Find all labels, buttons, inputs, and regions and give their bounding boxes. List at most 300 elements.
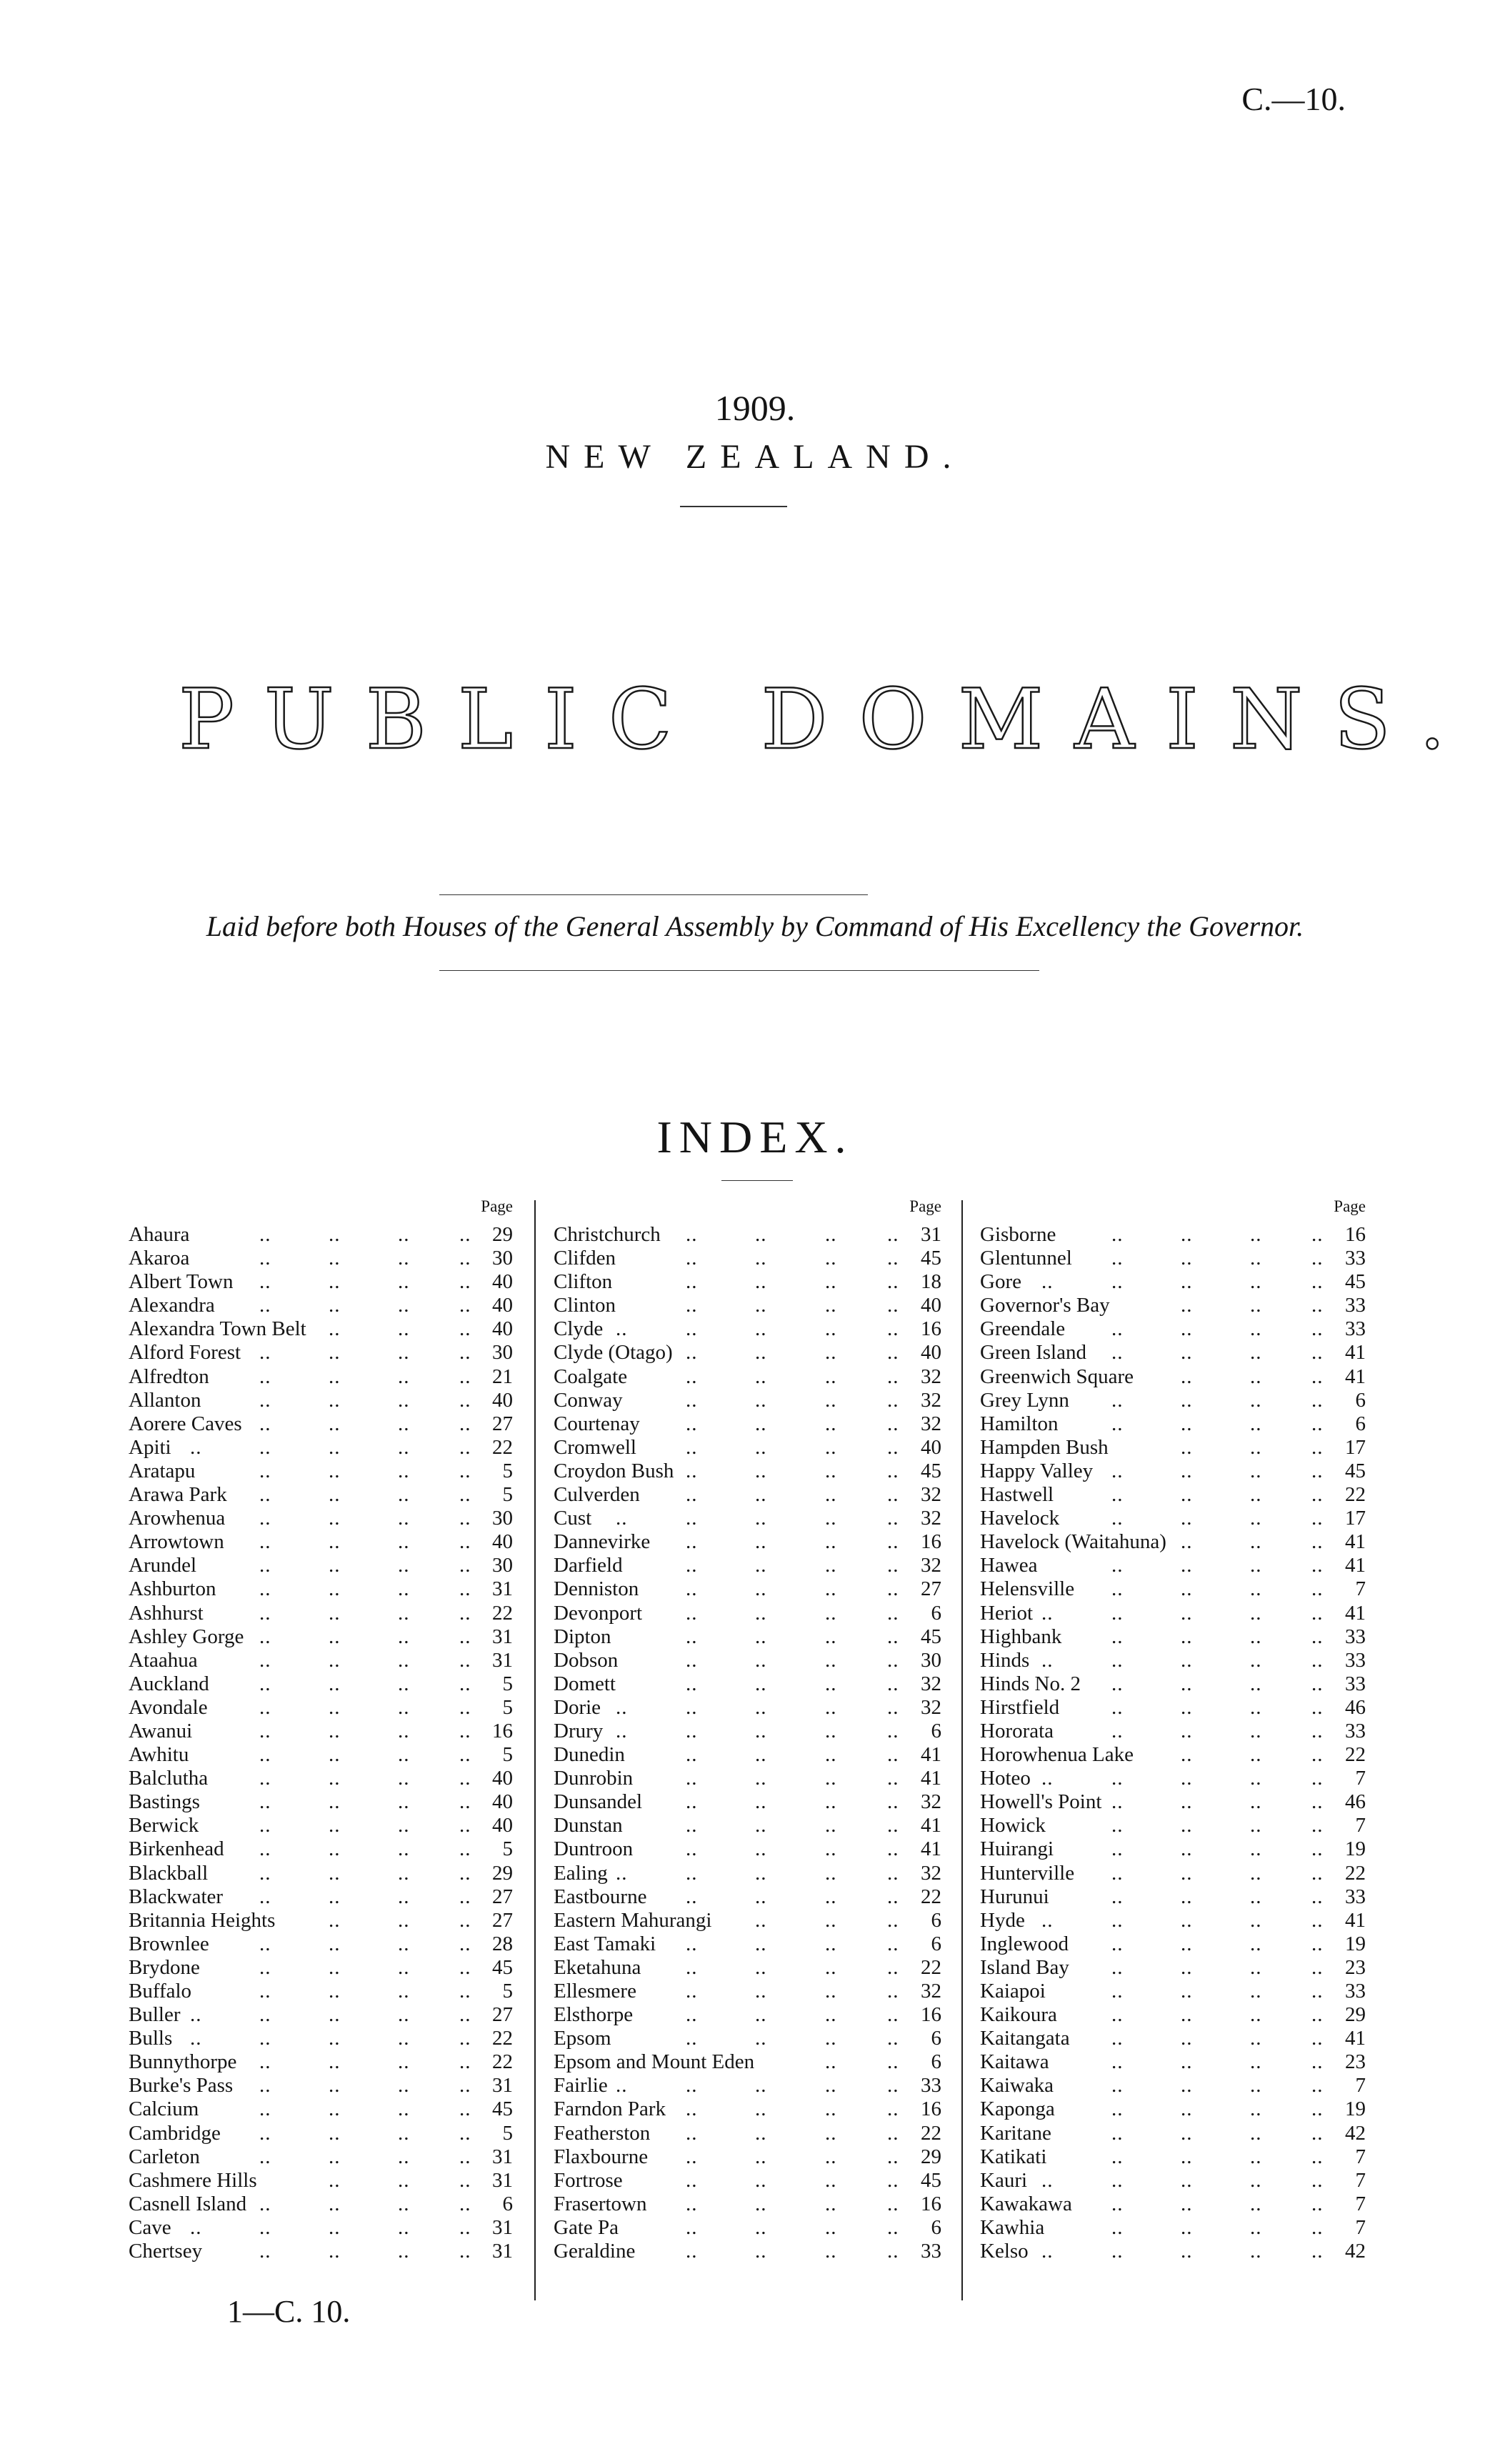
entry-name: Bastings	[129, 1790, 200, 1814]
entry-page: 27	[492, 2003, 513, 2027]
entry-name: Farndon Park	[554, 2098, 666, 2121]
index-entry: Kaiapoi .. .. .. .. 33	[980, 1980, 1366, 2002]
index-entry: Alexandra .. .. .. .. 40	[129, 1294, 513, 1317]
index-entry: Kawhia .. .. .. .. 7	[980, 2215, 1366, 2239]
entry-page: 42	[1345, 2121, 1366, 2145]
entry-name: Albert Town	[129, 1270, 234, 1294]
index-entry: Ahaura .. .. .. .. 29	[129, 1223, 513, 1246]
entry-name: Gore	[980, 1270, 1021, 1294]
index-entry: Gisborne .. .. .. .. 16	[980, 1223, 1366, 1246]
index-entry: Island Bay .. .. .. .. 23	[980, 1955, 1366, 1979]
entry-page: 45	[921, 1247, 941, 1270]
index-entry: Eastbourne .. .. .. .. 22	[554, 1885, 941, 1908]
index-entry: Darfield .. .. .. .. 32	[554, 1554, 941, 1577]
entry-page: 40	[492, 1814, 513, 1837]
index-entry: Buffalo .. .. .. .. 5	[129, 1980, 513, 2002]
index-entry: Kawakawa .. .. .. .. 7	[980, 2192, 1366, 2215]
entry-name: Eastern Mahurangi	[554, 1908, 712, 1932]
entry-name: Coalgate	[554, 1365, 628, 1388]
entry-page: 33	[1345, 1885, 1366, 1908]
index-entry: Albert Town .. .. .. .. 40	[129, 1270, 513, 1294]
entry-page: 41	[1345, 1530, 1366, 1554]
entry-page: 29	[1345, 2003, 1366, 2027]
entry-name: Elsthorpe	[554, 2003, 634, 2027]
entry-name: Havelock	[980, 1507, 1060, 1530]
entry-page: 6	[502, 2192, 513, 2215]
index-entry: Kelso .. .. .. .. .. 42	[980, 2240, 1366, 2263]
entry-page: 33	[1345, 1980, 1366, 2002]
entry-page: 22	[1345, 1483, 1366, 1507]
entry-page: 40	[492, 1388, 513, 1412]
entry-page: 6	[1355, 1412, 1366, 1435]
entry-name: Croydon Bush	[554, 1459, 674, 1482]
entry-name: East Tamaki	[554, 1932, 656, 1955]
index-entry: Dunsandel .. .. .. .. 32	[554, 1790, 941, 1814]
laid-before-text: Laid before both Houses of the General Assembly by Command of His Excellency the Governor.	[206, 910, 1304, 942]
entry-name: Blackwater	[129, 1885, 224, 1908]
entry-page: 31	[492, 1577, 513, 1601]
index-entry: Brownlee .. .. .. .. 28	[129, 1932, 513, 1955]
entry-name: Dipton	[554, 1625, 611, 1648]
index-entry: Hyde .. .. .. .. .. 41	[980, 1908, 1366, 1932]
index-entry: Domett .. .. .. .. 32	[554, 1672, 941, 1695]
entry-name: Arundel	[129, 1554, 197, 1577]
entry-name: Cashmere Hills	[129, 2168, 257, 2192]
index-entry: Casnell Island .. .. .. .. 6	[129, 2192, 513, 2215]
entry-page: 22	[1345, 1743, 1366, 1767]
entry-page: 31	[492, 2240, 513, 2263]
index-entry: East Tamaki .. .. .. .. 6	[554, 1932, 941, 1955]
entry-name: Britannia Heights	[129, 1908, 276, 1932]
index-entry: Gate Pa .. .. .. .. 6	[554, 2215, 941, 2239]
entry-page: 7	[1355, 1577, 1366, 1601]
entry-page: 40	[492, 1530, 513, 1554]
index-entry: Cromwell .. .. .. .. 40	[554, 1435, 941, 1459]
index-entry: Hirstfield .. .. .. .. 46	[980, 1695, 1366, 1719]
index-entry: Christchurch .. .. .. .. 31	[554, 1223, 941, 1246]
index-entry: Dobson .. .. .. .. 30	[554, 1648, 941, 1672]
entry-name: Island Bay	[980, 1955, 1069, 1979]
entry-name: Hawea	[980, 1554, 1038, 1577]
entry-page: 17	[1345, 1435, 1366, 1459]
entry-page: 6	[931, 1908, 941, 1932]
entry-page: 30	[492, 1554, 513, 1577]
entry-page: 45	[921, 1459, 941, 1482]
index-entry: Flaxbourne .. .. .. .. 29	[554, 2145, 941, 2168]
entry-name: Featherston	[554, 2121, 651, 2145]
index-entry: Hinds No. 2 .. .. .. .. 33	[980, 1672, 1366, 1695]
entry-name: Ashhurst	[129, 1601, 204, 1625]
index-entry: Conway .. .. .. .. 32	[554, 1388, 941, 1412]
index-entry: Drury .. .. .. .. .. 6	[554, 1719, 941, 1742]
index-column-2	[554, 1197, 941, 2263]
index-entry: Hororata .. .. .. .. 33	[980, 1719, 1366, 1742]
index-entry: Aratapu .. .. .. .. 5	[129, 1459, 513, 1482]
entry-page: 16	[921, 1317, 941, 1341]
entry-name: Conway	[554, 1388, 623, 1412]
entry-page: 40	[921, 1341, 941, 1365]
entry-name: Hyde	[980, 1908, 1025, 1932]
entry-page: 32	[921, 1412, 941, 1435]
index-entry: Greendale .. .. .. .. 33	[980, 1317, 1366, 1341]
index-entry: Dorie .. .. .. .. .. 32	[554, 1695, 941, 1719]
entry-name: Hastwell	[980, 1483, 1054, 1507]
entry-name: Hinds No. 2	[980, 1672, 1081, 1695]
entry-page: 27	[492, 1885, 513, 1908]
entry-name: Courtenay	[554, 1412, 640, 1435]
index-entry: Awhitu .. .. .. .. 5	[129, 1743, 513, 1767]
entry-page: 16	[921, 2003, 941, 2027]
entry-page: 40	[921, 1294, 941, 1317]
entry-page: 32	[921, 1861, 941, 1885]
index-entry: Kaitangata .. .. .. .. 41	[980, 2027, 1366, 2050]
entry-page: 41	[1345, 2027, 1366, 2050]
index-entry: Coalgate .. .. .. .. 32	[554, 1365, 941, 1388]
entry-name: Cave	[129, 2215, 171, 2239]
entry-page: 45	[1345, 1459, 1366, 1482]
entry-name: Dorie	[554, 1695, 601, 1719]
entry-page: 41	[1345, 1554, 1366, 1577]
entry-name: Epsom and Mount Eden	[554, 2050, 755, 2074]
entry-name: Alexandra Town Belt	[129, 1317, 306, 1341]
index-entry: Brydone .. .. .. .. 45	[129, 1955, 513, 1979]
index-entry: Balclutha .. .. .. .. 40	[129, 1767, 513, 1790]
entry-name: Hoteo	[980, 1767, 1031, 1790]
entry-name: Aorere Caves	[129, 1412, 242, 1435]
entry-page: 27	[492, 1908, 513, 1932]
entry-name: Hamilton	[980, 1412, 1059, 1435]
entry-name: Hampden Bush	[980, 1435, 1109, 1459]
entry-page: 6	[931, 1601, 941, 1625]
entry-page: 5	[502, 1980, 513, 2002]
document-country: NEW ZEALAND.	[545, 438, 965, 476]
entry-name: Hunterville	[980, 1861, 1075, 1885]
entry-page: 30	[492, 1341, 513, 1365]
entry-name: Cust	[554, 1507, 592, 1530]
entry-page: 32	[921, 1980, 941, 2002]
entry-name: Berwick	[129, 1814, 199, 1837]
entry-name: Kaiwaka	[980, 2074, 1054, 2098]
index-entry: Katikati .. .. .. .. 7	[980, 2145, 1366, 2168]
entry-name: Blackball	[129, 1861, 209, 1885]
entry-name: Birkenhead	[129, 1837, 224, 1861]
index-entry: Hastwell .. .. .. .. 22	[980, 1483, 1366, 1507]
entry-page: 5	[502, 1672, 513, 1695]
entry-page: 41	[1345, 1601, 1366, 1625]
entry-name: Chertsey	[129, 2240, 203, 2263]
entry-page: 32	[921, 1483, 941, 1507]
index-entry: Fairlie .. .. .. .. .. 33	[554, 2074, 941, 2098]
entry-page: 45	[1345, 1270, 1366, 1294]
index-entry: Fortrose .. .. .. .. 45	[554, 2168, 941, 2192]
page-column-label: Page	[909, 1197, 941, 1215]
entry-page: 16	[921, 2192, 941, 2215]
entry-page: 5	[502, 1695, 513, 1719]
entry-page: 33	[1345, 1672, 1366, 1695]
index-entry: Hamilton .. .. .. .. 6	[980, 1412, 1366, 1435]
index-entry: Greenwich Square .. .. .. 41	[980, 1365, 1366, 1388]
entry-name: Dunrobin	[554, 1767, 634, 1790]
entry-name: Kaiapoi	[980, 1980, 1046, 2002]
entry-page: 29	[492, 1861, 513, 1885]
entry-page: 46	[1345, 1695, 1366, 1719]
entry-page: 41	[921, 1837, 941, 1861]
entry-page: 6	[931, 2050, 941, 2074]
entry-name: Brydone	[129, 1955, 200, 1979]
entry-name: Arrowtown	[129, 1530, 224, 1554]
entry-page: 7	[1355, 2192, 1366, 2215]
entry-page: 41	[1345, 1908, 1366, 1932]
entry-name: Howick	[980, 1814, 1046, 1837]
entry-name: Clifden	[554, 1247, 616, 1270]
index-entry: Ellesmere .. .. .. .. 32	[554, 1980, 941, 2002]
entry-page: 22	[921, 1955, 941, 1979]
column-divider-1	[534, 1200, 536, 2300]
index-entry: Avondale .. .. .. .. 5	[129, 1695, 513, 1719]
entry-page: 22	[921, 1885, 941, 1908]
entry-name: Avondale	[129, 1695, 208, 1719]
entry-name: Aratapu	[129, 1459, 196, 1482]
entry-page: 21	[492, 1365, 513, 1388]
index-entry: Havelock .. .. .. .. 17	[980, 1507, 1366, 1530]
rule-above-laid	[439, 894, 868, 895]
index-entry: Croydon Bush .. .. .. .. 45	[554, 1459, 941, 1482]
entry-page: 46	[1345, 1790, 1366, 1814]
page-title: PUBLIC DOMAINS.	[179, 672, 1477, 768]
entry-page: 33	[1345, 1294, 1366, 1317]
entry-name: Awanui	[129, 1719, 193, 1742]
index-entry: Kaponga .. .. .. .. 19	[980, 2098, 1366, 2121]
entry-name: Glentunnel	[980, 1247, 1072, 1270]
index-entry: Clinton .. .. .. .. 40	[554, 1294, 941, 1317]
entry-name: Kauri	[980, 2168, 1028, 2192]
index-entry: Dipton .. .. .. .. 45	[554, 1625, 941, 1648]
entry-page: 22	[492, 1601, 513, 1625]
entry-page: 27	[492, 1412, 513, 1435]
index-heading: INDEX.	[656, 1112, 854, 1162]
index-entry: Green Island .. .. .. .. 41	[980, 1341, 1366, 1365]
entry-page: 30	[492, 1507, 513, 1530]
entry-name: Domett	[554, 1672, 616, 1695]
entry-name: Howell's Point	[980, 1790, 1102, 1814]
index-entry: Hoteo .. .. .. .. .. 7	[980, 1767, 1366, 1790]
entry-page: 22	[492, 2027, 513, 2050]
entry-name: Dunstan	[554, 1814, 623, 1837]
rule-under-index	[721, 1180, 793, 1181]
index-entry: Dunedin .. .. .. .. 41	[554, 1743, 941, 1767]
index-entry: Farndon Park .. .. .. .. 16	[554, 2098, 941, 2121]
index-entry: Happy Valley .. .. .. .. 45	[980, 1459, 1366, 1482]
entry-name: Duntroon	[554, 1837, 634, 1861]
entry-page: 16	[1345, 1223, 1366, 1246]
entry-page: 41	[1345, 1365, 1366, 1388]
index-entry: Cust .. .. .. .. .. 32	[554, 1507, 941, 1530]
rule-below-laid	[439, 970, 1039, 971]
entry-name: Akaroa	[129, 1247, 190, 1270]
entry-page: 7	[1355, 2168, 1366, 2192]
entry-page: 5	[502, 1743, 513, 1767]
entry-page: 22	[921, 2121, 941, 2145]
entry-name: Gisborne	[980, 1223, 1056, 1246]
entry-page: 33	[1345, 1247, 1366, 1270]
entry-page: 5	[502, 1459, 513, 1482]
entry-page: 6	[931, 2215, 941, 2239]
index-entry: Governor's Bay .. .. .. 33	[980, 1294, 1366, 1317]
index-entry: Ashburton .. .. .. .. 31	[129, 1577, 513, 1601]
entry-name: Christchurch	[554, 1223, 661, 1246]
entry-name: Cambridge	[129, 2121, 221, 2145]
entry-name: Ellesmere	[554, 1980, 636, 2002]
entry-page: 18	[921, 1270, 941, 1294]
entry-page: 22	[492, 2050, 513, 2074]
index-entry: Huirangi .. .. .. .. 19	[980, 1837, 1366, 1861]
entry-name: Culverden	[554, 1483, 640, 1507]
index-entry: Frasertown .. .. .. .. 16	[554, 2192, 941, 2215]
index-entry: Hampden Bush .. .. .. 17	[980, 1435, 1366, 1459]
index-entry: Bastings .. .. .. .. 40	[129, 1790, 513, 1814]
index-entry: Howell's Point .. .. .. .. 46	[980, 1790, 1366, 1814]
index-entry: Geraldine .. .. .. .. 33	[554, 2240, 941, 2263]
entry-page: 40	[492, 1317, 513, 1341]
index-entry: Arrowtown .. .. .. .. 40	[129, 1530, 513, 1554]
entry-name: Alford Forest	[129, 1341, 241, 1365]
index-entry: Courtenay .. .. .. .. 32	[554, 1412, 941, 1435]
index-entry: Burke's Pass .. .. .. .. 31	[129, 2074, 513, 2098]
entry-name: Denniston	[554, 1577, 639, 1601]
entry-page: 16	[921, 2098, 941, 2121]
index-entry: Cave .. .. .. .. .. 31	[129, 2215, 513, 2239]
entry-name: Dannevirke	[554, 1530, 651, 1554]
entry-page: 40	[492, 1767, 513, 1790]
entry-name: Kawakawa	[980, 2192, 1072, 2215]
index-entry: Arowhenua .. .. .. .. 30	[129, 1507, 513, 1530]
index-entry: Calcium .. .. .. .. 45	[129, 2098, 513, 2121]
entry-page: 16	[921, 1530, 941, 1554]
entry-page: 31	[492, 2168, 513, 2192]
entry-name: Buffalo	[129, 1980, 192, 2002]
entry-name: Burke's Pass	[129, 2074, 234, 2098]
entry-name: Eastbourne	[554, 1885, 647, 1908]
index-entry: Apiti .. .. .. .. .. 22	[129, 1435, 513, 1459]
entry-name: Kelso	[980, 2240, 1029, 2263]
index-entry: Carleton .. .. .. .. 31	[129, 2145, 513, 2168]
entry-name: Dobson	[554, 1648, 619, 1672]
entry-name: Frasertown	[554, 2192, 647, 2215]
column-divider-2	[961, 1200, 963, 2300]
page-signature: 1—C. 10.	[227, 2294, 351, 2329]
index-entry: Duntroon .. .. .. .. 41	[554, 1837, 941, 1861]
entry-page: 41	[1345, 1341, 1366, 1365]
index-entry: Karitane .. .. .. .. 42	[980, 2121, 1366, 2145]
entry-page: 7	[1355, 1814, 1366, 1837]
index-entry: Akaroa .. .. .. .. 30	[129, 1247, 513, 1270]
entry-name: Hurunui	[980, 1885, 1049, 1908]
entry-page: 22	[1345, 1861, 1366, 1885]
entry-name: Devonport	[554, 1601, 643, 1625]
rule-under-country	[680, 506, 787, 507]
index-entry: Kaikoura .. .. .. .. 29	[980, 2003, 1366, 2027]
index-entry: Buller .. .. .. .. .. 27	[129, 2003, 513, 2027]
entry-page: 40	[492, 1790, 513, 1814]
entry-name: Kaitangata	[980, 2027, 1070, 2050]
index-entry: Chertsey .. .. .. .. 31	[129, 2240, 513, 2263]
entry-page: 32	[921, 1695, 941, 1719]
index-entry: Allanton .. .. .. .. 40	[129, 1388, 513, 1412]
index-entry: Ashley Gorge .. .. .. .. 31	[129, 1625, 513, 1648]
entry-name: Kaponga	[980, 2098, 1055, 2121]
entry-name: Kaitawa	[980, 2050, 1049, 2074]
entry-name: Bunnythorpe	[129, 2050, 237, 2074]
entry-page: 32	[921, 1365, 941, 1388]
index-entry: Eketahuna .. .. .. .. 22	[554, 1955, 941, 1979]
entry-page: 19	[1345, 1837, 1366, 1861]
entry-name: Highbank	[980, 1625, 1062, 1648]
index-entry: Helensville .. .. .. .. 7	[980, 1577, 1366, 1601]
entry-page: 33	[921, 2240, 941, 2263]
entry-page: 31	[492, 1648, 513, 1672]
index-entry: Epsom and Mount Eden .. .. 6	[554, 2050, 941, 2074]
entry-page: 31	[492, 2215, 513, 2239]
entry-page: 27	[921, 1577, 941, 1601]
index-entry: Cashmere Hills .. .. .. 31	[129, 2168, 513, 2192]
entry-name: Hirstfield	[980, 1695, 1060, 1719]
entry-page: 6	[1355, 1388, 1366, 1412]
index-entry: Arawa Park .. .. .. .. 5	[129, 1483, 513, 1507]
entry-page: 41	[921, 1767, 941, 1790]
entry-page: 6	[931, 1719, 941, 1742]
entry-page: 33	[921, 2074, 941, 2098]
index-column-3	[980, 1197, 1366, 2263]
entry-name: Heriot	[980, 1601, 1034, 1625]
entry-name: Dunedin	[554, 1743, 625, 1767]
entry-page: 45	[921, 1625, 941, 1648]
entry-page: 41	[921, 1743, 941, 1767]
index-entry: Berwick .. .. .. .. 40	[129, 1814, 513, 1837]
entry-name: Brownlee	[129, 1932, 209, 1955]
index-entry: Birkenhead .. .. .. .. 5	[129, 1837, 513, 1861]
entry-page: 31	[492, 1625, 513, 1648]
entry-name: Fortrose	[554, 2168, 623, 2192]
index-entry: Auckland .. .. .. .. 5	[129, 1672, 513, 1695]
index-entry: Clyde .. .. .. .. .. 16	[554, 1317, 941, 1341]
entry-name: Epsom	[554, 2027, 611, 2050]
entry-page: 40	[921, 1435, 941, 1459]
entry-name: Eketahuna	[554, 1955, 641, 1979]
document-reference: C.—10.	[1241, 81, 1346, 117]
index-entry: Elsthorpe .. .. .. .. 16	[554, 2003, 941, 2027]
document-year: 1909.	[714, 388, 796, 428]
index-entry: Bunnythorpe .. .. .. .. 22	[129, 2050, 513, 2074]
entry-page: 5	[502, 1837, 513, 1861]
entry-name: Dunsandel	[554, 1790, 643, 1814]
index-entry: Ashhurst .. .. .. .. 22	[129, 1601, 513, 1625]
entry-page: 5	[502, 1483, 513, 1507]
entry-name: Havelock (Waitahuna)	[980, 1530, 1166, 1554]
entry-page: 45	[492, 1955, 513, 1979]
entry-name: Flaxbourne	[554, 2145, 649, 2168]
index-entry: Dunrobin .. .. .. .. 41	[554, 1767, 941, 1790]
index-entry: Epsom .. .. .. .. 6	[554, 2027, 941, 2050]
entry-name: Geraldine	[554, 2240, 636, 2263]
entry-page: 33	[1345, 1719, 1366, 1742]
entry-name: Apiti	[129, 1435, 171, 1459]
entry-page: 33	[1345, 1625, 1366, 1648]
entry-name: Huirangi	[980, 1837, 1054, 1861]
entry-page: 28	[492, 1932, 513, 1955]
entry-name: Bulls	[129, 2027, 173, 2050]
entry-page: 19	[1345, 1932, 1366, 1955]
index-entry: Dannevirke .. .. .. .. 16	[554, 1530, 941, 1554]
